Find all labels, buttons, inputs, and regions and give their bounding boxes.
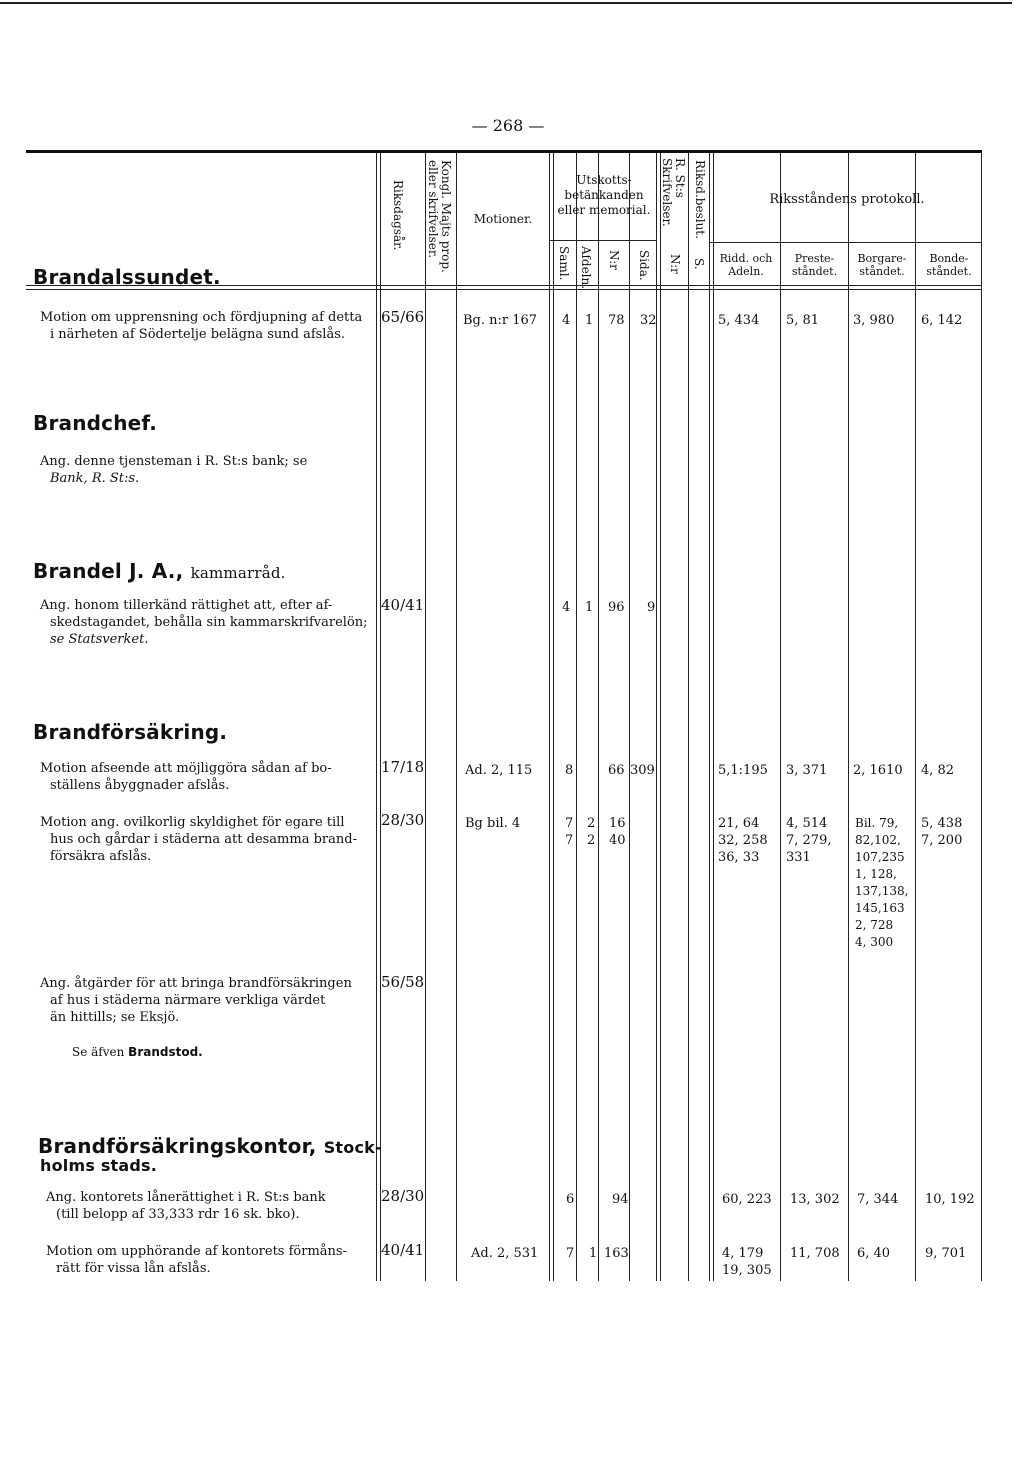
ridd-value: 21, 64 — [718, 816, 760, 831]
afdeln-cell: 1 — [589, 1246, 598, 1261]
entry-line: af hus i städerna närmare verkliga värdet — [50, 993, 326, 1008]
sida-cell: 309 — [630, 763, 655, 778]
entry-line: Motion ang. ovilkorlig skyldighet för egare till — [40, 815, 345, 830]
header-borgare — [849, 252, 915, 278]
motion-cell: Ad. 2, 115 — [465, 763, 533, 778]
saml-cell: 4 — [562, 600, 571, 615]
motion-cell: Bg bil. 4 — [465, 816, 521, 831]
riksdagsar-cell: 28/30 — [381, 1187, 425, 1205]
nr-cell: 78 — [608, 313, 625, 328]
saml-cell: 6 — [566, 1192, 575, 1207]
ridd-value: 19, 305 — [722, 1263, 772, 1278]
ridd-value: 36, 33 — [718, 850, 760, 865]
header-bonde — [916, 252, 982, 278]
entry-line: Ang. åtgärder för att bringa brandförsäkringen — [40, 976, 352, 991]
header-utskotts-line: eller memorial. — [557, 203, 651, 217]
column-rule — [656, 153, 661, 1281]
entry-text — [40, 453, 378, 487]
column-rule — [915, 153, 916, 1281]
bonde-cell: 10, 192 — [925, 1192, 975, 1207]
saml-value: 7 — [565, 833, 574, 848]
section-title-name: Brandförsäkringskontor, — [38, 1134, 317, 1158]
entry-line: Ang. honom tillerkänd rättighet att, efter af- — [40, 598, 333, 613]
preste-value: 7, 279, — [786, 833, 832, 848]
column-rule — [981, 153, 982, 1281]
entry-line: Bank, R. St:s. — [50, 471, 140, 486]
nr-cell — [609, 815, 626, 849]
header-kongl-prop: Kongl. Majts prop. eller skrifvelser. — [426, 160, 453, 273]
motion-cell: Ad. 2, 531 — [471, 1246, 539, 1261]
afdeln-cell: 1 — [585, 313, 594, 328]
header-ridd — [712, 252, 780, 278]
header-rs-nr: N:r — [668, 254, 682, 274]
bonde-cell: 9, 701 — [925, 1246, 967, 1261]
column-rule — [549, 153, 554, 1281]
entry-line: Motion om upprensning och fördjupning af detta — [40, 310, 363, 325]
preste-cell: 3, 371 — [786, 763, 828, 778]
riksdagsar-cell: 40/41 — [381, 1241, 425, 1259]
ridd-cell: 60, 223 — [722, 1192, 772, 1207]
section-title: Brandförsäkring. — [33, 720, 228, 744]
header-utskotts-line: betänkanden — [564, 188, 644, 202]
saml-cell: 8 — [565, 763, 574, 778]
section-title — [38, 1134, 382, 1158]
header-preste-line: ståndet. — [791, 265, 838, 278]
borgare-cell: 2, 1610 — [853, 763, 903, 778]
entry-line: Motion afseende att möjliggöra sådan af bo- — [40, 761, 332, 776]
subheader-rule — [709, 242, 982, 243]
ridd-cell — [722, 1245, 772, 1279]
entry-text — [46, 1189, 378, 1223]
entry-text — [40, 760, 378, 794]
afdeln-value: 2 — [587, 816, 596, 831]
entry-line: (till belopp af 33,333 rdr 16 sk. bko). — [56, 1207, 300, 1222]
entry-line: än hittills; se Eksjö. — [50, 1010, 180, 1025]
nr-cell: 96 — [608, 600, 625, 615]
header-bonde-line: ståndet. — [926, 265, 972, 278]
see-also-prefix: Se äfven — [72, 1045, 125, 1059]
afdeln-value: 2 — [587, 833, 596, 848]
see-also — [72, 1045, 203, 1059]
riksdagsar-cell: 56/58 — [381, 973, 425, 991]
entry-line: skedstagandet, behålla sin kammarskrifvarelön; — [50, 615, 368, 630]
borgare-value: 2, 728 — [855, 918, 894, 932]
borgare-value: 4, 300 — [855, 935, 894, 949]
ridd-cell: 5, 434 — [718, 313, 760, 328]
subheader-rule — [549, 240, 657, 241]
column-rule — [688, 153, 689, 1281]
borgare-value: Bil. 79, — [855, 816, 899, 830]
bonde-cell: 6, 142 — [921, 313, 963, 328]
borgare-cell: 6, 40 — [857, 1246, 891, 1261]
borgare-value: 82,102, — [855, 833, 901, 847]
header-rs-s: S. — [692, 258, 706, 270]
borgare-cell — [855, 815, 908, 951]
afdeln-cell — [587, 815, 595, 849]
bonde-value: 7, 200 — [921, 833, 963, 848]
riksdagsar-cell: 40/41 — [381, 596, 425, 614]
ridd-cell — [718, 815, 768, 866]
see-also-ref: Brandstod. — [128, 1045, 203, 1059]
entry-line: försäkra afslås. — [50, 849, 152, 864]
column-rule — [576, 153, 577, 1281]
section-subtitle: Stock- — [323, 1138, 382, 1157]
entry-line: rätt för vissa lån afslås. — [56, 1261, 211, 1276]
borgare-cell: 3, 980 — [853, 313, 895, 328]
header-preste — [781, 252, 848, 278]
entry-line: Motion om upphörande af kontorets förmåns- — [46, 1244, 347, 1259]
header-rsts-skrifvelser: R. St:s Skrifvelser. — [660, 158, 687, 227]
bonde-cell — [921, 815, 962, 849]
column-rule — [598, 153, 599, 1281]
saml-cell — [565, 815, 573, 849]
sida-cell: 32 — [640, 313, 657, 328]
top-border — [0, 2, 1012, 4]
entry-text — [46, 1243, 378, 1277]
page-number: — 268 — — [471, 116, 545, 135]
nr-cell: 94 — [612, 1192, 629, 1207]
header-riksdagsar: Riksdagsår. — [391, 180, 405, 251]
section-title — [33, 559, 286, 583]
entry-text — [40, 814, 378, 865]
column-rule — [780, 153, 781, 1281]
header-motioner: Motioner. — [473, 212, 533, 226]
section-title-name: Brandel J. A., — [33, 559, 184, 583]
column-rule — [848, 153, 849, 1281]
riksdagsar-cell: 17/18 — [381, 758, 425, 776]
entry-line: ställens åbyggnader afslås. — [50, 778, 230, 793]
header-riksstandens: Riksståndens protokoll. — [769, 192, 925, 207]
preste-cell: 13, 302 — [790, 1192, 840, 1207]
header-preste-line: Preste- — [794, 252, 835, 265]
header-utskotts-line: Utskotts- — [576, 173, 632, 187]
column-rule — [709, 153, 714, 1281]
nr-cell: 66 — [608, 763, 625, 778]
ridd-value: 32, 258 — [718, 833, 768, 848]
saml-cell: 7 — [566, 1246, 575, 1261]
header-nr: N:r — [607, 250, 621, 270]
entry-text — [40, 597, 378, 648]
sida-cell: 9 — [647, 600, 656, 615]
entry-line: Ang. kontorets lånerättighet i R. St:s bank — [46, 1190, 326, 1205]
header-riksdbeslut: Riksd.beslut. — [693, 160, 707, 239]
nr-value: 40 — [609, 833, 626, 848]
preste-value: 331 — [786, 850, 811, 865]
header-borgare-line: Borgare- — [857, 252, 907, 265]
preste-value: 4, 514 — [786, 816, 828, 831]
preste-cell: 5, 81 — [786, 313, 820, 328]
header-sida: Sida. — [637, 250, 651, 281]
header-utskotts — [552, 173, 656, 218]
header-borgare-line: ståndet. — [859, 265, 905, 278]
header-bonde-line: Bonde- — [929, 252, 969, 265]
saml-value: 7 — [565, 816, 574, 831]
column-rule — [629, 153, 630, 1281]
entry-text — [40, 309, 378, 343]
section-title: Brandchef. — [33, 411, 158, 435]
section-title-cont: holms stads. — [40, 1156, 158, 1175]
header-ridd-line: Ridd. och — [719, 252, 773, 265]
preste-cell — [786, 815, 831, 866]
ridd-cell: 5,1:195 — [718, 763, 768, 778]
bonde-value: 5, 438 — [921, 816, 963, 831]
header-saml: Saml. — [557, 246, 571, 281]
column-rule — [425, 153, 426, 1281]
nr-cell: 163 — [604, 1246, 629, 1261]
borgare-cell: 7, 344 — [857, 1192, 899, 1207]
entry-line: se Statsverket. — [50, 632, 149, 647]
afdeln-cell: 1 — [585, 600, 594, 615]
nr-value: 16 — [609, 816, 626, 831]
motion-cell: Bg. n:r 167 — [463, 313, 538, 328]
header-afdeln: Afdeln. — [579, 246, 593, 290]
ridd-value: 4, 179 — [722, 1246, 764, 1261]
borgare-value: 1, 128, — [855, 867, 897, 881]
section-subtitle: kammarråd. — [190, 564, 286, 582]
entry-text — [40, 975, 378, 1026]
riksdagsar-cell: 65/66 — [381, 308, 425, 326]
column-rule — [456, 153, 457, 1281]
entry-line: Ang. denne tjensteman i R. St:s bank; se — [40, 454, 308, 469]
borgare-value: 145,163 — [855, 901, 905, 915]
table-top-rule — [26, 150, 982, 153]
entry-line: i närheten af Södertelje belägna sund afslås. — [50, 327, 346, 342]
preste-cell: 11, 708 — [790, 1246, 840, 1261]
saml-cell: 4 — [562, 313, 571, 328]
header-ridd-line: Adeln. — [728, 265, 764, 278]
bonde-cell: 4, 82 — [921, 763, 955, 778]
borgare-value: 107,235 — [855, 850, 905, 864]
riksdagsar-cell: 28/30 — [381, 811, 425, 829]
entry-line: hus och gårdar i städerna att desamma brand- — [50, 832, 357, 847]
section-title: Brandalssundet. — [33, 265, 221, 289]
borgare-value: 137,138, — [855, 884, 909, 898]
